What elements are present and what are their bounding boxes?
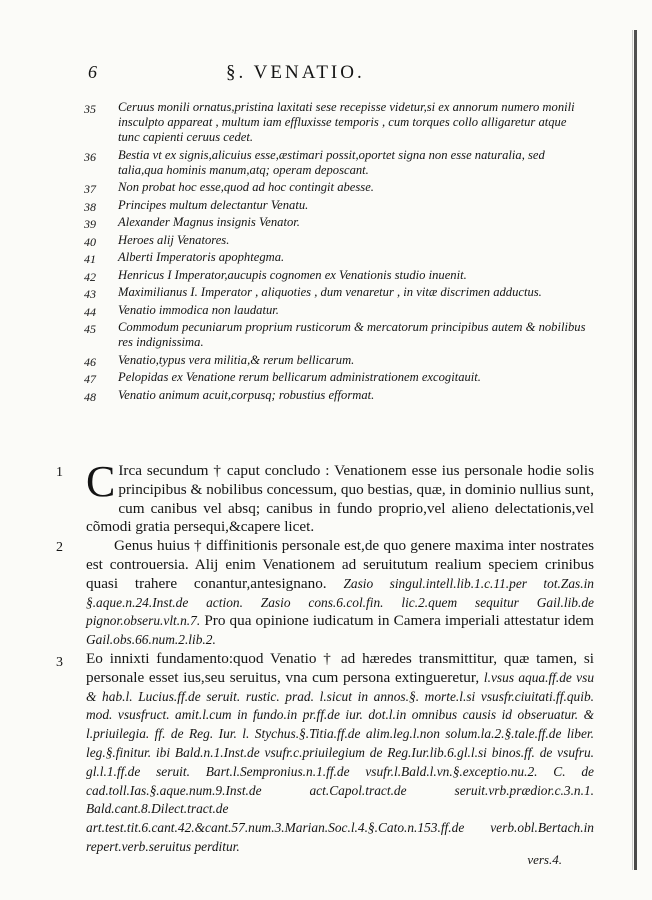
paragraph-text: Pro qua opinione iudicatum in Camera imperiali attestatur idem	[204, 612, 594, 630]
summary-item	[84, 320, 588, 350]
summary-number: 38	[84, 199, 96, 214]
summary-number: 44	[84, 304, 96, 319]
paragraph-1	[56, 457, 594, 537]
summary-text: Venatio animum acuit,corpusq; robustius efformat.	[118, 387, 375, 402]
paragraph-text: Genus huius † diffinitionis personale est,de quo genere maxima inter nostrates est controuersia. Alij enim Venationem ad seruitutum realium speciem crinibus quasi trahere conantur,antesignano.	[86, 537, 594, 592]
citation: Zasio singul.intell.lib.1.c.11.per tot.Zas.in §.aque.n.24.Inst.de action. Zasio cons.6.col.fin. lic.2.quem sequitur Gail.lib.de pignor.obseru.vlt.n.7.	[86, 575, 595, 629]
summary-item	[84, 215, 588, 232]
page-number: 6	[88, 62, 97, 82]
summary-number: 45	[84, 322, 96, 337]
summary-text: Pelopidas ex Venatione rerum bellicarum administrationem excogitauit.	[118, 370, 481, 385]
summary-item	[84, 180, 588, 197]
summary-number: 36	[84, 149, 96, 164]
main-text	[56, 457, 595, 857]
marginal-number: 1	[56, 465, 63, 480]
summary-text: Commodum pecuniarum proprium rusticorum & mercatorum principibus autem & nobilibus res indignissima.	[118, 320, 586, 350]
summary-number: 47	[84, 372, 96, 387]
summary-text: Venatio immodica non laudatur.	[118, 302, 279, 317]
summary-item	[84, 352, 588, 369]
paragraph-2	[56, 537, 595, 650]
summary-text: Henricus I Imperator,aucupis cognomen ex Venationis studio inuenit.	[118, 267, 467, 282]
page-edge	[634, 30, 637, 870]
summary-number: 48	[84, 389, 96, 404]
summary-number: 43	[84, 287, 96, 302]
summary-item	[84, 370, 588, 387]
citation: Gail.obs.66.num.2.lib.2.	[86, 632, 216, 648]
paragraph-text: Eo innixti fundamento:quod Venatio † ad hæredes transmittitur, quæ tamen, si personale esset ius,seu seruitus, vna cum persona extingueretur,	[86, 649, 594, 686]
summary-text: Heroes alij Venatores.	[118, 232, 230, 247]
paragraph-3	[56, 649, 595, 857]
marginal-number: 2	[56, 540, 63, 556]
catchword: vers.4.	[527, 852, 562, 867]
summary-list	[84, 100, 588, 405]
summary-item	[84, 302, 588, 319]
summary-text: Non probat hoc esse,quod ad hoc contingit abesse.	[118, 180, 374, 195]
summary-item	[84, 387, 588, 404]
summary-text: Alexander Magnus insignis Venator.	[118, 215, 300, 230]
citation: l.vsus aqua.ff.de vsu & hab.l. Lucius.ff.de seruit. rustic. prad. l.sicut in annos.§. morte.l.si vsusfr.ciuitati.ff.quib. mod. vsusfruct. amit.l.cum in fundo.in pr.ff.de iur. dot.l.in omnibus causis id obseruatur. & l.priuilegia. ff. de Reg. Iur. l. Stychus.§.Titia.ff.de alim.leg.l.non solum.la.2.§.tale.ff.de liber. leg.§.finitur. ibi Bald.n.1.Inst.de vsufr.c.priuilegium de Reg.Iur.lib.6.gl.l.si binos.ff. de vsufru. gl.l.1.ff.de seruit. Bart.l.Sempronius.n.1.ff.de vsufr.l.Bald.l.vn.§.exceptio.nu.2. C. de cad.toll.Ias.§.aque.num.9.Inst.de act.Capol.tract.de seruit.vrb.prædior.c.3.n.1. Bald.cant.8.Dilect.tract.de art.test.tit.6.cant.42.&cant.57.num.3.Marian.Soc.l.4.§.Cato.n.153.ff.de verb.obl.Bertach.in repert.verb.seruitus perditur.	[86, 669, 595, 854]
summary-number: 41	[84, 252, 96, 267]
summary-item	[84, 232, 588, 249]
summary-text: Ceruus monili ornatus,pristina laxitati sese recepisse videtur,si ex annorum numero monili insculpto appareat , multum iam effluxisse temporis , cum torques collo alligaretur atque tunc capienti ceruus cedet.	[118, 100, 575, 145]
summary-number: 39	[84, 217, 96, 232]
summary-text: Principes multum delectantur Venatu.	[118, 197, 309, 212]
summary-text: Maximilianus I. Imperator , aliquoties , dum venaretur , in vitæ discrimen adductus.	[118, 285, 542, 300]
paragraph-text: Irca secundum † caput concludo : Venationem esse ius personale hodie solis principibus & nobilibus concessum, quo bestias, quæ, in dominio nullius sunt, cum canibus vel absq; canibus in fundo proprio,vel alieno delectationis,vel cõmodi gratia persequi,&capere licet.	[86, 462, 594, 536]
summary-item	[84, 100, 588, 145]
summary-number: 40	[84, 234, 96, 249]
summary-text: Venatio,typus vera militia,& rerum bellicarum.	[118, 352, 355, 367]
summary-item	[84, 197, 588, 214]
running-head: §. VENATIO.	[226, 62, 365, 83]
summary-text: Alberti Imperatoris apophtegma.	[118, 250, 285, 265]
summary-number: 37	[84, 182, 96, 197]
summary-number: 46	[84, 354, 96, 369]
summary-number: 42	[84, 269, 96, 284]
marginal-number: 3	[56, 654, 63, 670]
summary-item	[84, 147, 588, 178]
summary-item	[84, 250, 588, 267]
summary-text: Bestia vt ex signis,alicuius esse,æstimari possit,oportet signa non esse naturalia, sed talia,qua hominis manum,atq; operam deposcant.	[118, 147, 545, 177]
summary-item	[84, 285, 588, 302]
summary-number: 35	[84, 102, 96, 116]
summary-item	[84, 267, 588, 284]
drop-cap: C	[86, 457, 116, 506]
page-header	[0, 62, 652, 84]
